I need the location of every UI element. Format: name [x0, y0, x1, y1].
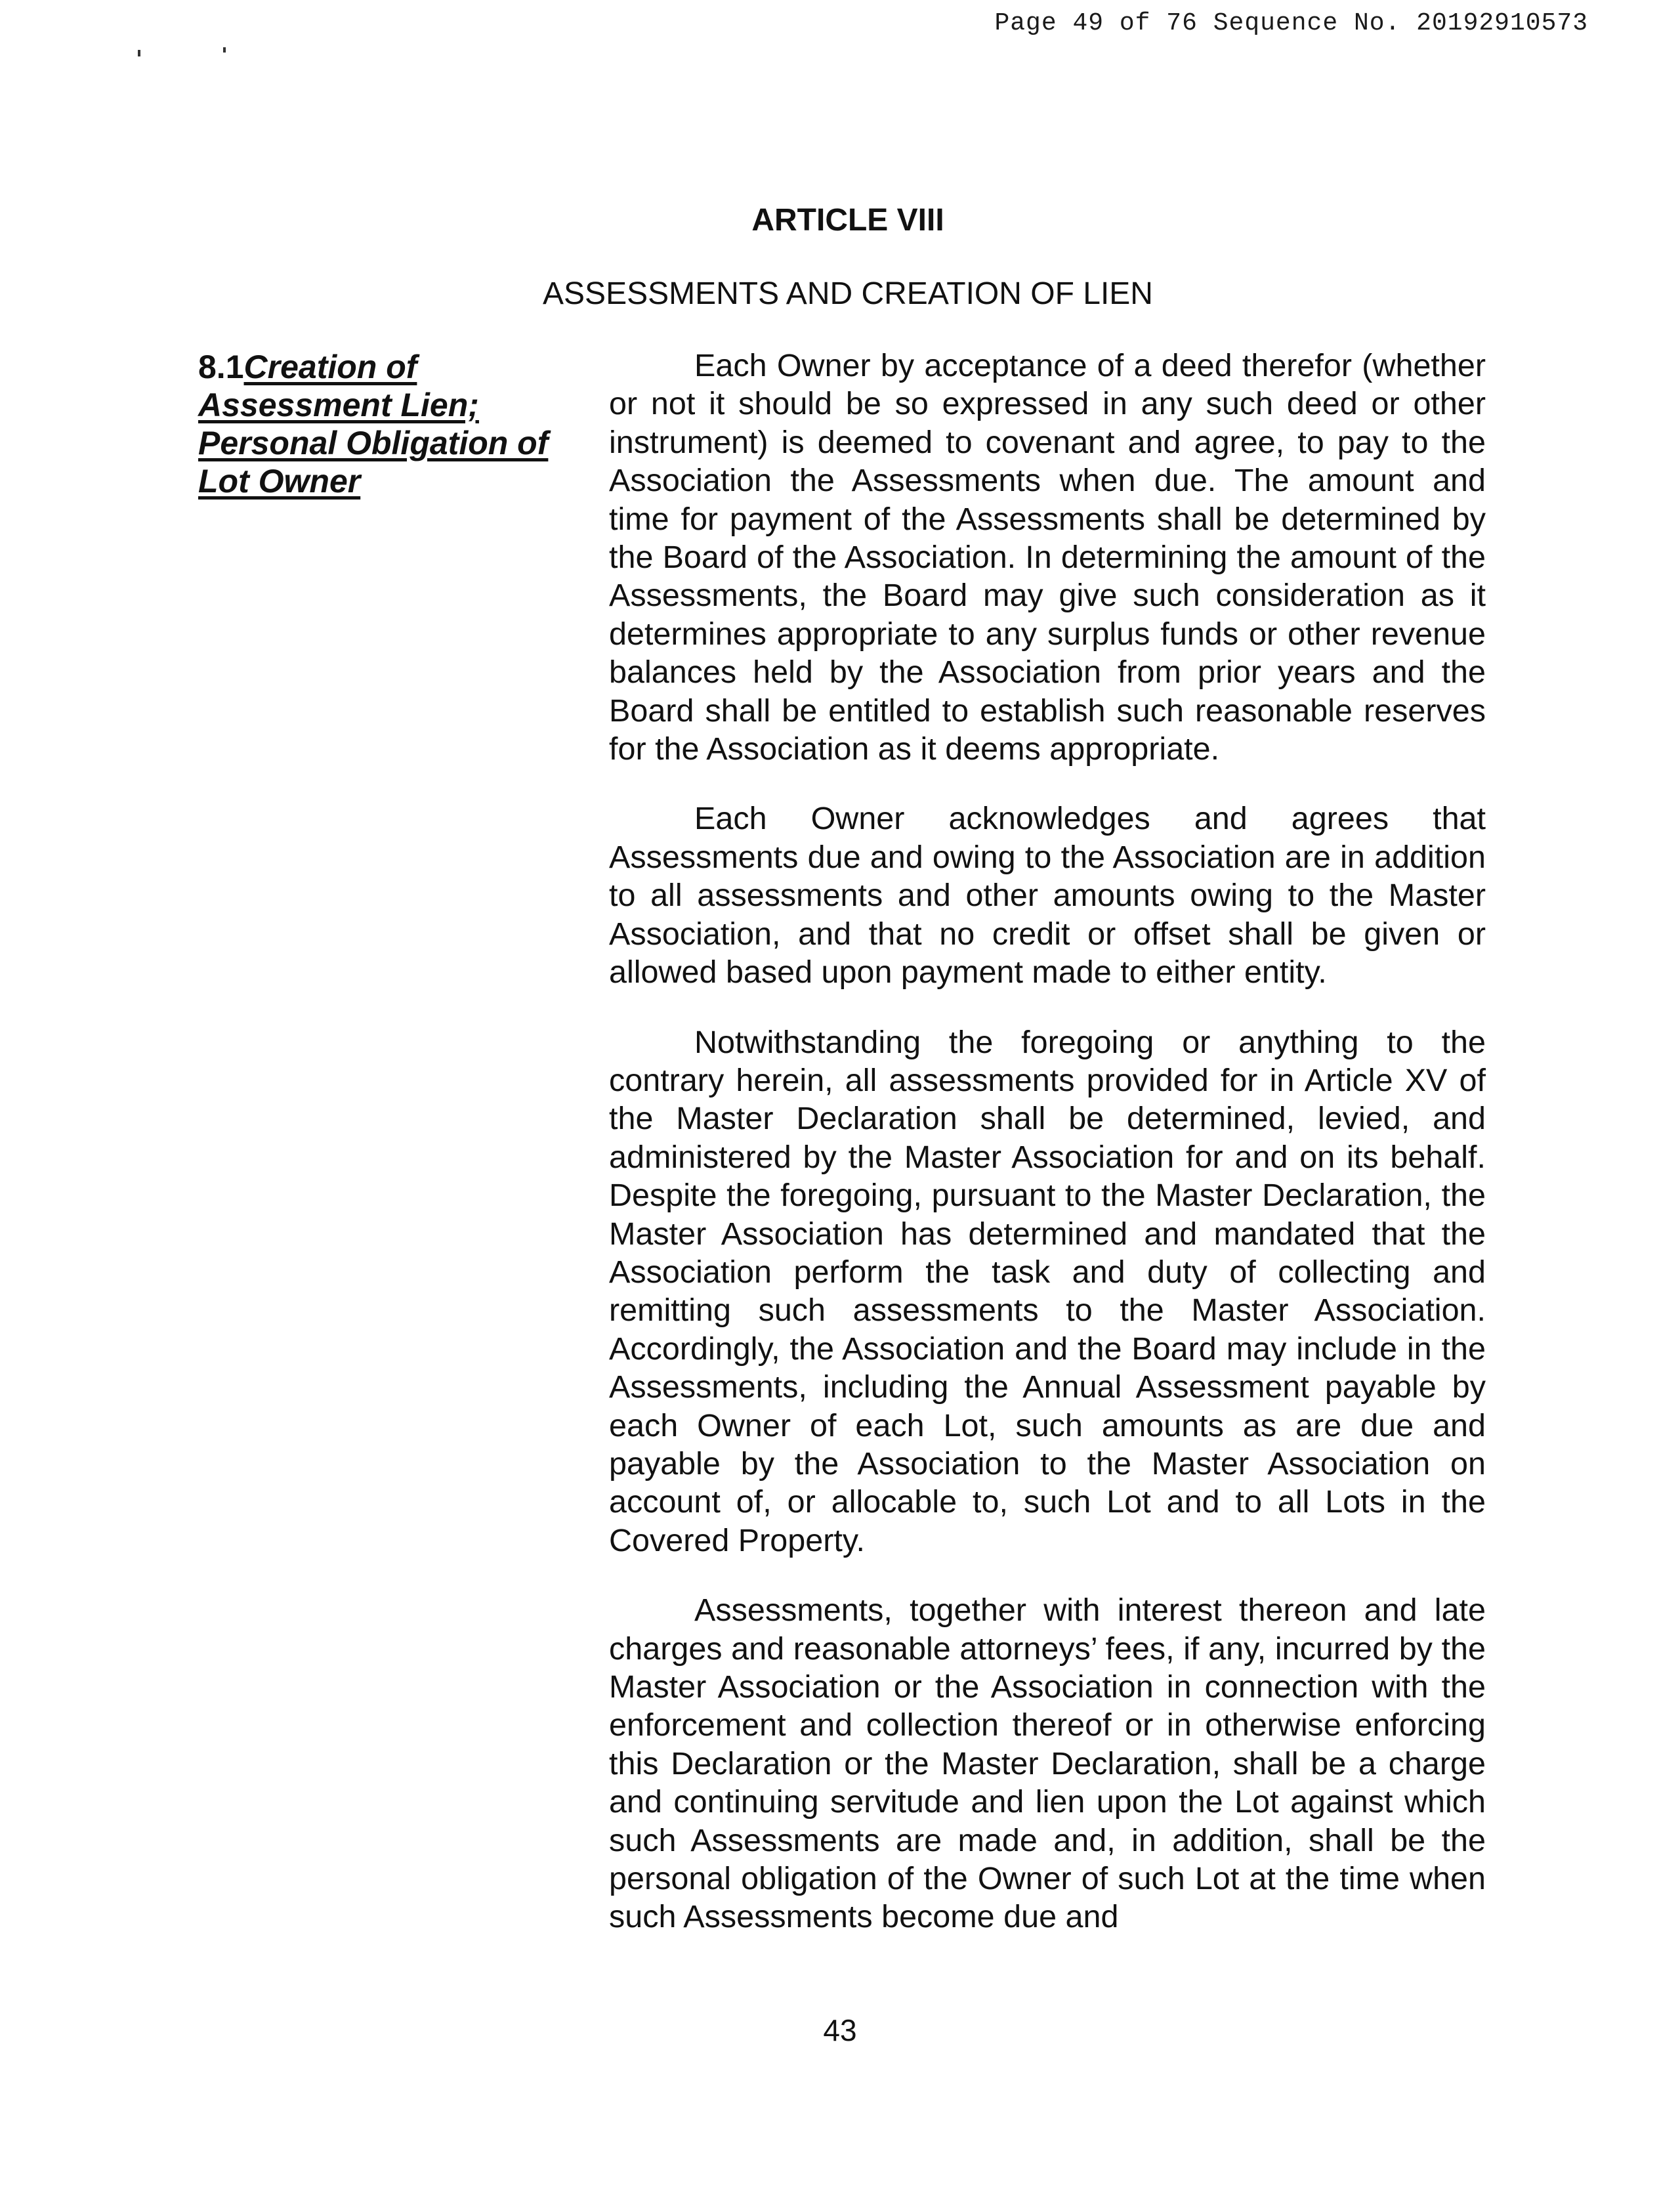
page-number: 43: [823, 2013, 857, 2047]
body-paragraph: Assessments, together with interest thereon and late charges and reasonable attorneys’ fees, if any, incurred by the Master Association or the Association in connection with the enforcement and collection thereof or in otherwise enforcing this Declaration or the Master Declaration, shall be a charge and continuing servitude and lien upon the Lot against which such Assessments are made and, in addition, shall be the personal obligation of the Owner of such Lot at the time when such Assessments become due and: [609, 1592, 1486, 1935]
section-body: [609, 347, 1486, 1968]
body-paragraph: Notwithstanding the foregoing or anything to the contrary herein, all assessments provided for in Article XV of the Master Declaration shall be determined, levied, and administered by the Master Association for and on its behalf. Despite the foregoing, pursuant to the Master Declaration, the Master Association has determined and mandated that the Association perform the task and duty of collecting and remitting such assessments to the Master Association. Accordingly, the Association and the Board may include in the Assessments, including the Annual Assessment payable by each Owner of each Lot, such amounts as are due and payable by the Association to the Master Association on account of, or allocable to, such Lot and to all Lots in the Covered Property.: [609, 1024, 1486, 1558]
scan-mark: [223, 47, 226, 53]
section-number: 8.1: [198, 349, 244, 385]
section-title: Creation of Assessment Lien; Personal Obligation of Lot Owner: [198, 349, 549, 500]
section-heading: [198, 348, 566, 500]
article-title: ARTICLE VIII: [751, 203, 944, 238]
body-paragraph: Each Owner acknowledges and agrees that Assessments due and owing to the Association are in addition to all assessments and other amounts owing to the Master Association, and that no credit or offset shall be given or allowed based upon payment made to either entity.: [609, 801, 1486, 991]
scan-mark: [138, 50, 140, 56]
article-subtitle: ASSESSMENTS AND CREATION OF LIEN: [543, 276, 1153, 311]
body-paragraph: Each Owner by acceptance of a deed therefor (whether or not it should be so expressed in any such deed or other instrument) is deemed to covenant and agree, to pay to the Association the Assessments when due. The amount and time for payment of the Assessments shall be determined by the Board of the Association. In determining the amount of the Assessments, the Board may give such consideration as it determines appropriate to any surplus funds or other revenue balances held by the Association from prior years and the Board shall be entitled to establish such reasonable reserves for the Association as it deems appropriate.: [609, 348, 1486, 767]
document-sequence-stamp: Page 49 of 76 Sequence No. 20192910573: [994, 9, 1588, 37]
